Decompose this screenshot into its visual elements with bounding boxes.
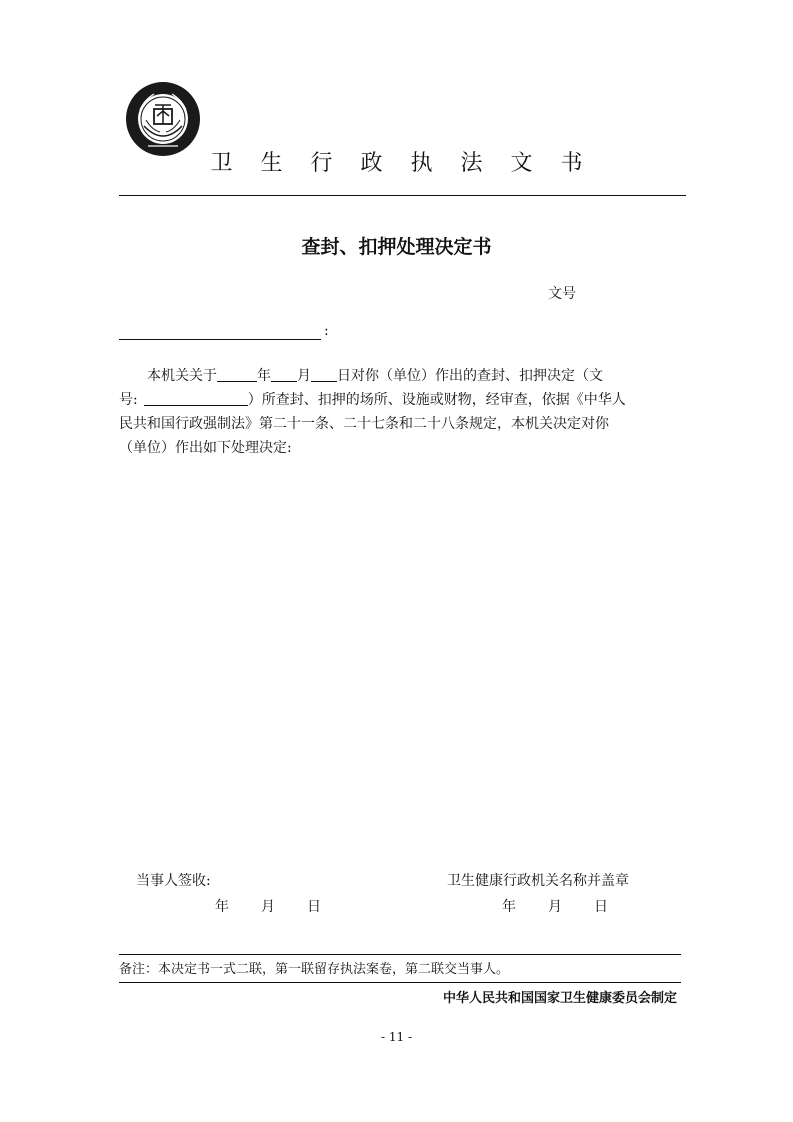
remarks-note: 备注：本决定书一式二联，第一联留存执法案卷，第二联交当事人。 (119, 962, 510, 977)
issuing-authority: 中华人民共和国国家卫生健康委员会制定 (442, 991, 677, 1006)
party-signature-label: 当事人签收: (136, 873, 211, 889)
agency-date-year: 年 (502, 899, 516, 915)
document-number-label: 文号 (548, 286, 576, 302)
agency-seal-label: 卫生健康行政机关名称并盖章 (447, 873, 629, 889)
document-title: 查封、扣押处理决定书 (301, 236, 492, 258)
header-divider (119, 195, 686, 196)
body-line-2 (119, 388, 681, 412)
party-date-month: 月 (261, 899, 275, 915)
body-text-2a: 号: (119, 392, 138, 408)
party-date (215, 896, 321, 916)
body-year-label: 年 (257, 368, 271, 384)
body-line-1 (119, 364, 681, 388)
agency-date (502, 896, 608, 916)
agency-date-month: 月 (548, 899, 562, 915)
body-text-1b: 日对你（单位）作出的查封、扣押决定（文 (337, 368, 603, 384)
header-title: 卫生行政执法文书 (210, 151, 611, 176)
recipient-blank[interactable] (119, 324, 321, 340)
body-text-1a: 本机关关于 (147, 368, 217, 384)
month-blank[interactable] (271, 366, 297, 382)
body-month-label: 月 (297, 368, 311, 384)
decision-body (119, 364, 681, 460)
body-line-4: （单位）作出如下处理决定: (119, 440, 292, 456)
party-date-year: 年 (215, 899, 229, 915)
year-blank[interactable] (217, 366, 257, 382)
recipient-colon: : (324, 323, 329, 339)
document-number-blank[interactable] (144, 390, 248, 406)
agency-date-day: 日 (594, 899, 608, 915)
page-number: - 11 - (380, 1030, 412, 1044)
party-date-day: 日 (307, 899, 321, 915)
day-blank[interactable] (311, 366, 337, 382)
body-text-2b: ）所查封、扣押的场所、设施或财物，经审查，依据《中华人 (247, 392, 626, 408)
note-divider-top (119, 954, 681, 955)
note-divider-bottom (119, 982, 681, 983)
body-line-3: 民共和国行政强制法》第二十一条、二十七条和二十八条规定，本机关决定对你 (119, 416, 609, 432)
